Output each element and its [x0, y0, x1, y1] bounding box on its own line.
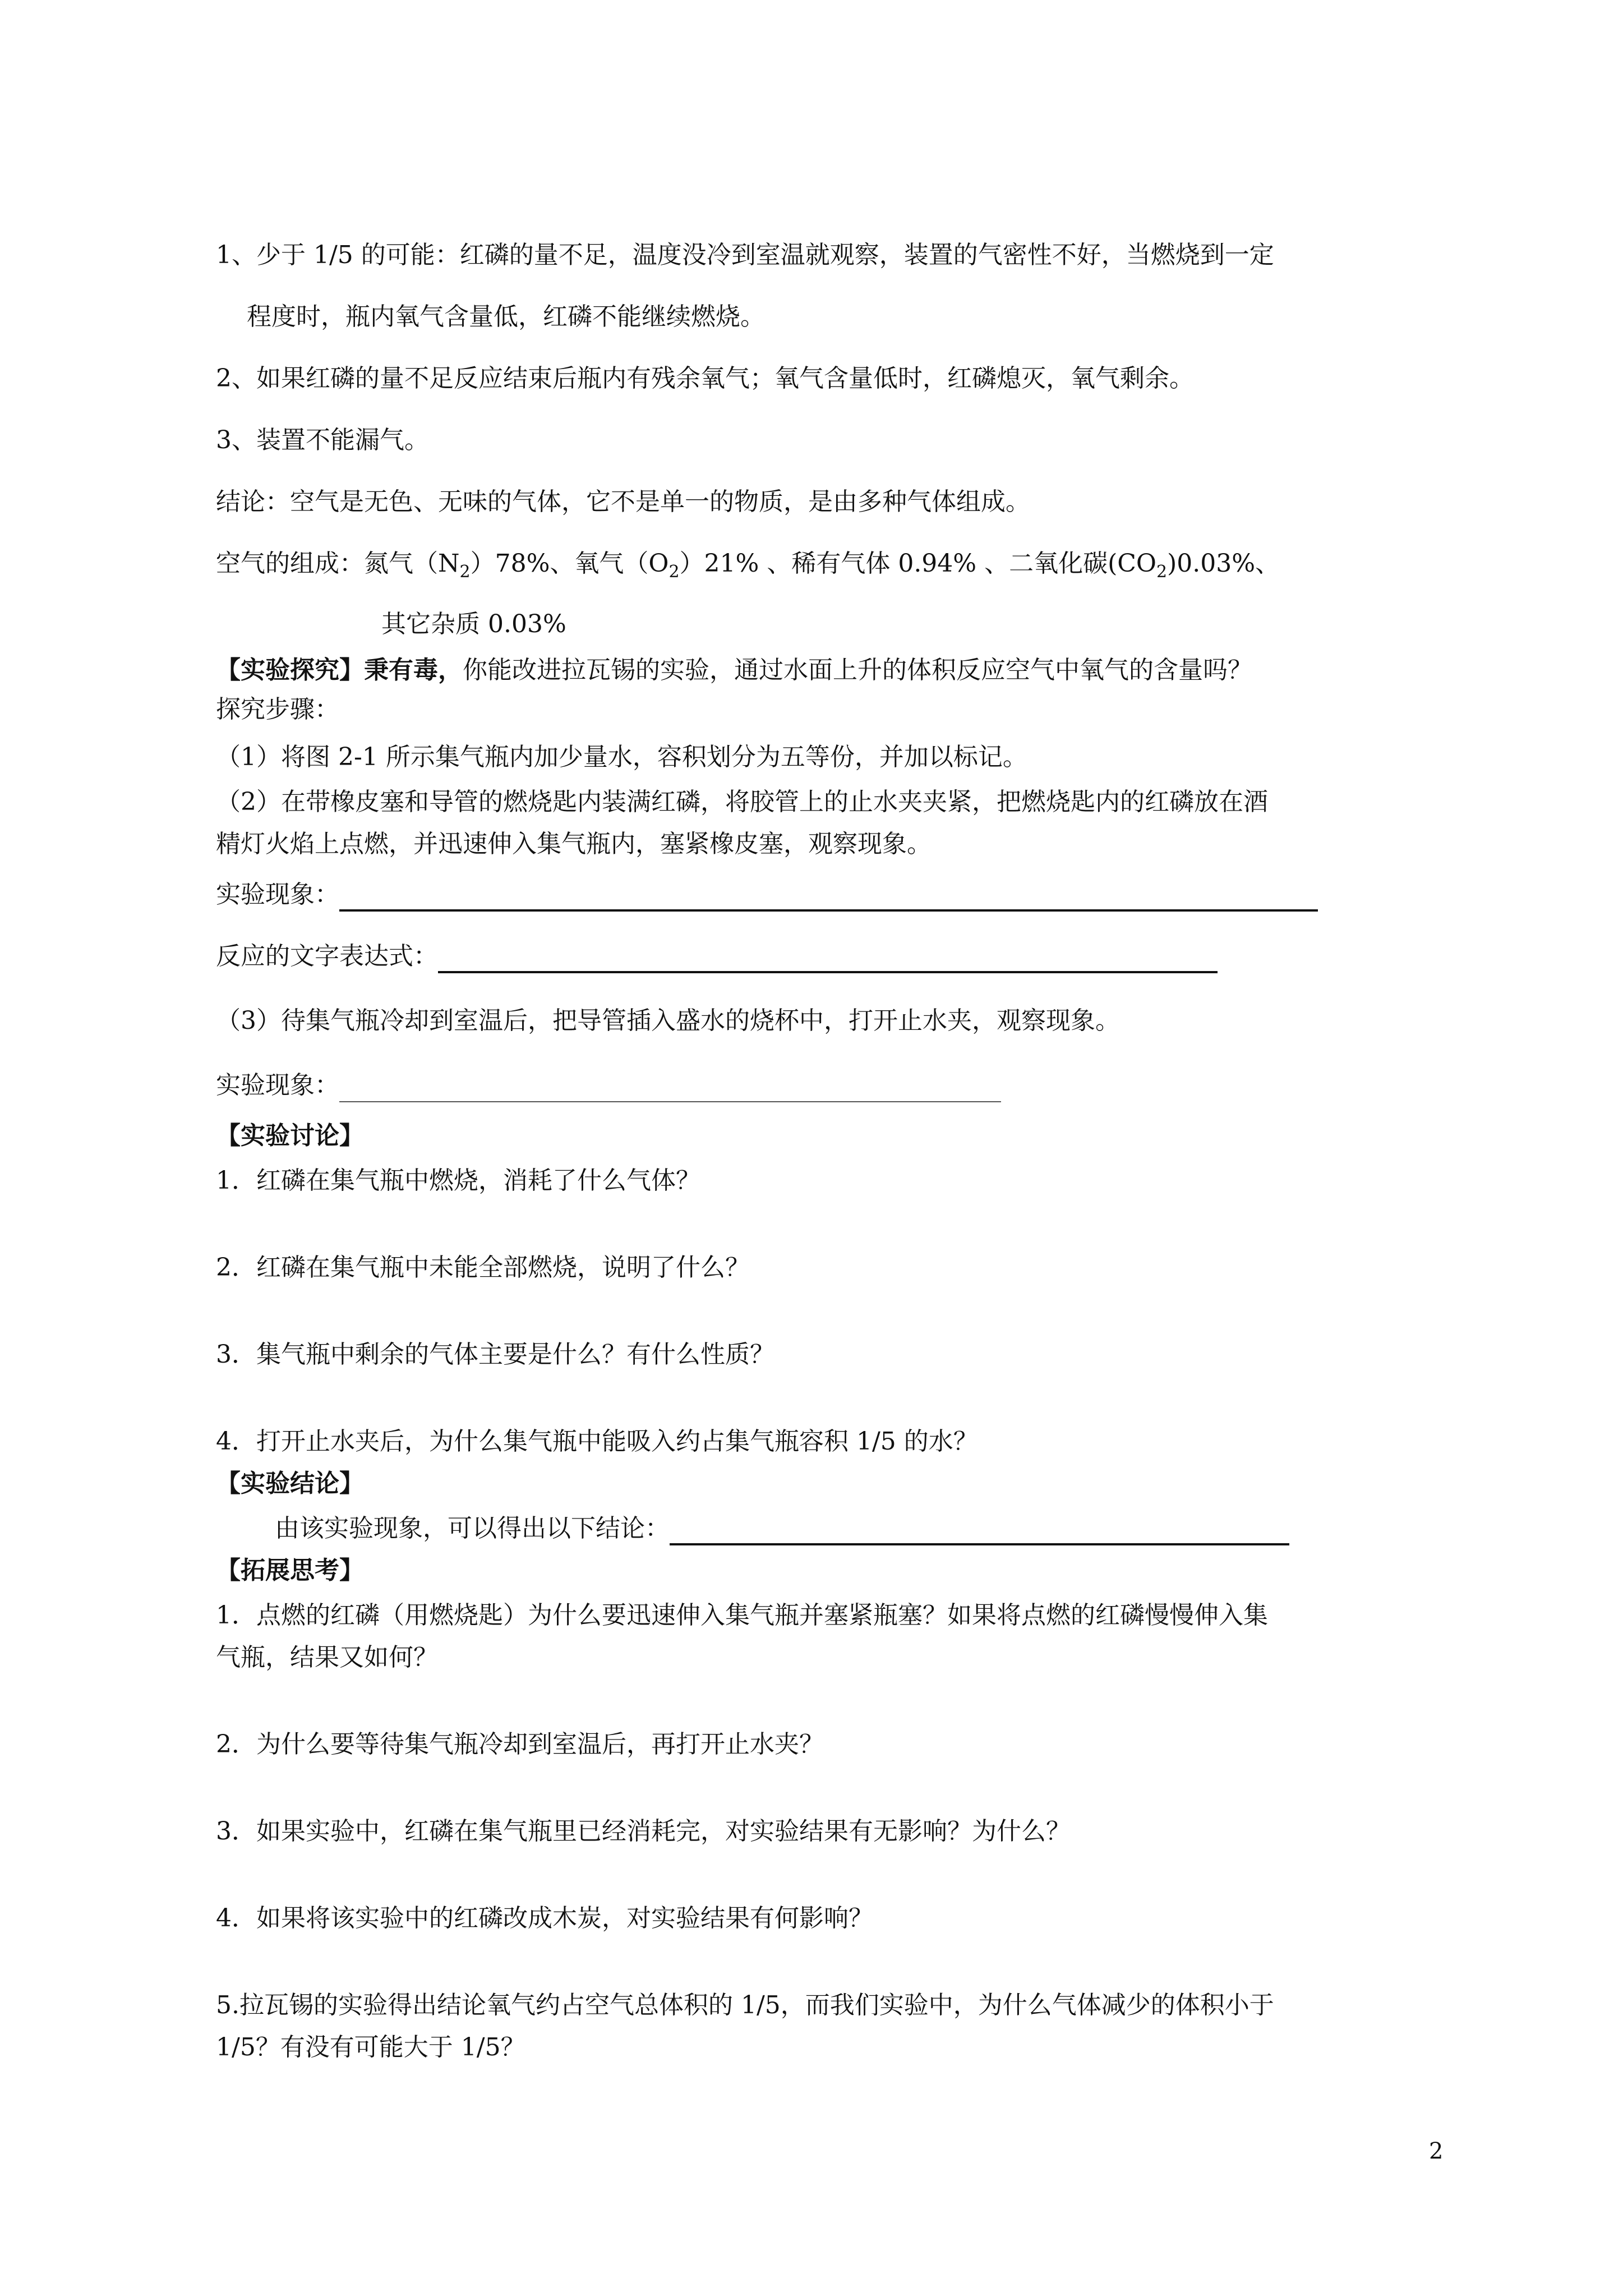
- phenomenon-blank[interactable]: [339, 884, 1318, 912]
- discussion-heading: 【实验讨论】: [216, 1121, 364, 1150]
- composition-lead: 空气的组成：氮气（N: [216, 549, 460, 578]
- extension-heading: 【拓展思考】: [216, 1556, 364, 1585]
- discussion-q3: 3．集气瓶中剩余的气体主要是什么？有什么性质？: [216, 1340, 774, 1369]
- extension-q1-cont: 气瓶，结果又如何？: [216, 1643, 438, 1672]
- discussion-q4: 4．打开止水夹后，为什么集气瓶中能吸入约占集气瓶容积 1/5 的水？: [216, 1427, 978, 1456]
- step-3: （3）待集气瓶冷却到室温后，把导管插入盛水的烧杯中，打开止水夹，观察现象。: [216, 1006, 1120, 1035]
- air-composition: [216, 547, 1280, 589]
- conclusion-row: [275, 1512, 1289, 1545]
- air-composition-other: 其它杂质 0.03%: [381, 610, 566, 638]
- extension-q2: 2．为什么要等待集气瓶冷却到室温后，再打开止水夹？: [216, 1730, 824, 1759]
- oxygen-subscript: 2: [668, 562, 680, 582]
- steps-label: 探究步骤：: [216, 695, 339, 724]
- extension-q5-cont: 1/5？有没有可能大于 1/5？: [216, 2033, 525, 2062]
- co2-subscript: 2: [1156, 562, 1168, 582]
- expression-row: [216, 940, 1218, 973]
- phenomenon2-blank[interactable]: [339, 1075, 1001, 1102]
- extension-q1: 1．点燃的红磷（用燃烧匙）为什么要迅速伸入集气瓶并塞紧瓶塞？如果将点燃的红磷慢慢伸入集: [216, 1601, 1268, 1630]
- note-1: 1、少于 1/5 的可能：红磷的量不足，温度没冷到室温就观察，装置的气密性不好，当燃烧到一定: [216, 241, 1274, 269]
- page-number: 2: [1429, 2138, 1444, 2164]
- explore-question: 你能改进拉瓦锡的实验，通过水面上升的体积反应空气中氧气的含量吗？: [463, 656, 1252, 684]
- composition-tail: )0.03%、: [1167, 549, 1280, 578]
- conclusion-heading: 【实验结论】: [216, 1469, 364, 1498]
- expression-blank[interactable]: [438, 945, 1218, 973]
- note-2: 2、如果红磷的量不足反应结束后瓶内有残余氧气；氧气含量低时，红磷熄灭，氧气剩余。: [216, 364, 1194, 393]
- composition-oxygen: ）78%、氧气（O: [470, 549, 669, 578]
- extension-q4: 4．如果将该实验中的红磷改成木炭，对实验结果有何影响？: [216, 1904, 873, 1932]
- explore-line: [216, 654, 1252, 687]
- phenomenon-row: [216, 878, 1318, 912]
- phenomenon2-row: [216, 1069, 1001, 1102]
- composition-rare-gas: ）21% 、稀有气体 0.94% 、二氧化碳(CO: [679, 549, 1156, 578]
- expression-label: 反应的文字表达式：: [216, 942, 438, 970]
- explore-heading: 【实验探究】秉有毒，: [216, 656, 463, 684]
- phenomenon-label: 实验现象：: [216, 880, 339, 909]
- discussion-q1: 1．红磷在集气瓶中燃烧，消耗了什么气体？: [216, 1166, 700, 1195]
- extension-q3: 3．如果实验中，红磷在集气瓶里已经消耗完，对实验结果有无影响？为什么？: [216, 1817, 1071, 1846]
- conclusion-note: 结论：空气是无色、无味的气体，它不是单一的物质，是由多种气体组成。: [216, 487, 1030, 516]
- conclusion-blank[interactable]: [670, 1517, 1289, 1545]
- nitrogen-subscript: 2: [459, 562, 471, 582]
- step-2-cont: 精灯火焰上点燃，并迅速伸入集气瓶内，塞紧橡皮塞，观察现象。: [216, 830, 932, 858]
- note-1-cont: 程度时，瓶内氧气含量低，红磷不能继续燃烧。: [247, 302, 765, 331]
- note-3: 3、装置不能漏气。: [216, 426, 429, 454]
- phenomenon2-label: 实验现象：: [216, 1071, 339, 1099]
- step-1: （1）将图 2-1 所示集气瓶内加少量水，容积划分为五等份，并加以标记。: [216, 743, 1027, 771]
- step-2: （2）在带橡皮塞和导管的燃烧匙内装满红磷，将胶管上的止水夹夹紧，把燃烧匙内的红磷放在酒: [216, 788, 1268, 816]
- extension-q5: 5.拉瓦锡的实验得出结论氧气约占空气总体积的 1/5，而我们实验中，为什么气体减少的体积小于: [216, 1991, 1274, 2019]
- conclusion-text: 由该实验现象，可以得出以下结论：: [275, 1514, 670, 1543]
- discussion-q2: 2．红磷在集气瓶中未能全部燃烧，说明了什么？: [216, 1253, 750, 1282]
